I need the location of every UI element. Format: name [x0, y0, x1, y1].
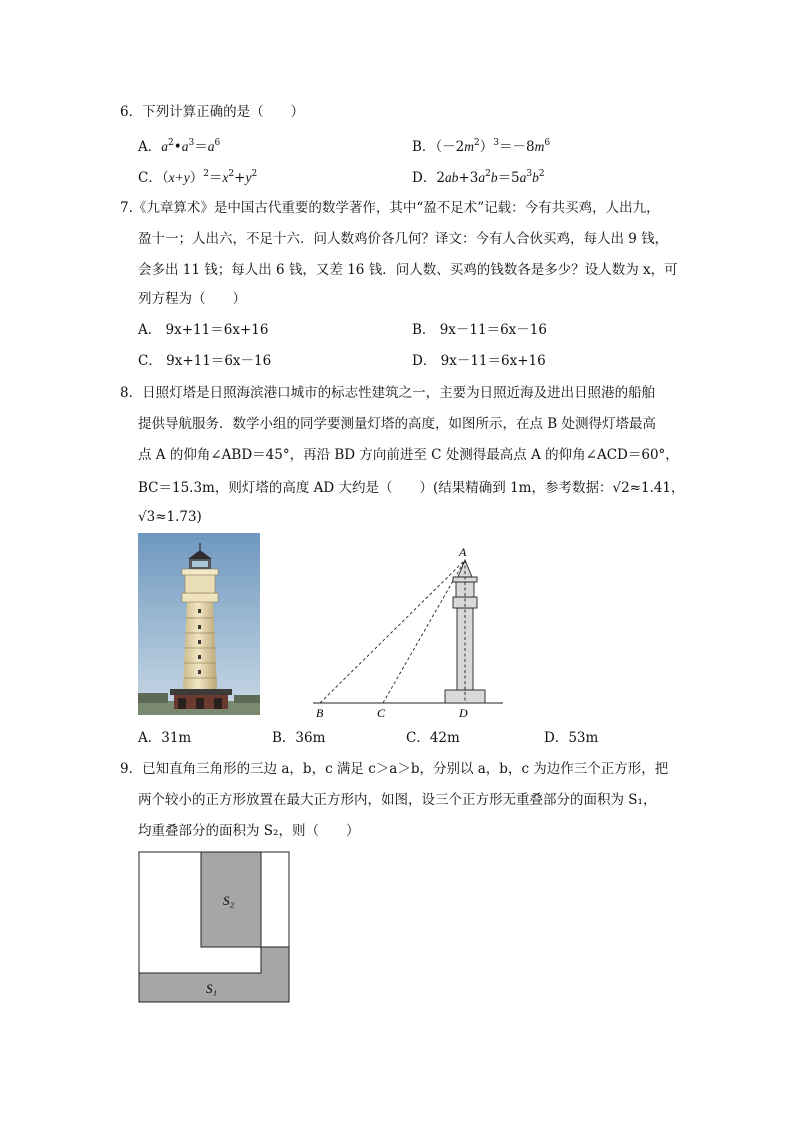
q7-line-3: 会多出 11 钱；每人出 6 钱，又差 16 钱．问人数、买鸡的钱数各是多少？设人数为 x，可: [138, 262, 678, 278]
label-c: C: [377, 706, 386, 720]
label-s1: S₁: [206, 981, 218, 996]
tower-base: [445, 690, 485, 703]
q8-line-5: √3≈1.73): [138, 509, 202, 525]
q8-line-2: 提供导航服务．数学小组的同学要测量灯塔的高度，如图所示，在点 B 处测得灯塔最高: [138, 416, 657, 432]
label-b: B: [316, 706, 324, 720]
q7-line-2: 盈十一；人出六，不足十六．问人数鸡价各几何？译文：今有人合伙买鸡，每人出 9 钱，: [138, 231, 669, 247]
q7-line-1: 7.《九章算术》是中国古代重要的数学著作，其中“盈不足术”记载：今有共买鸡，人出九，: [120, 200, 660, 216]
q9-line-3: 均重叠部分的面积为 S₂，则（ ）: [138, 823, 360, 839]
q7-option-d: D． 9x－11＝6x+16: [412, 353, 546, 369]
q8-option-c: C．42m: [406, 730, 460, 746]
q7-option-a: A． 9x+11＝6x+16: [138, 322, 269, 338]
q8-option-a: A．31m: [138, 730, 192, 746]
q6-option-b: B．$(-2m^2)^3=-8m^6$: [412, 138, 551, 155]
label-s2: S₂: [223, 893, 235, 908]
q9-line-2: 两个较小的正方形放置在最大正方形内，如图，设三个正方形无重叠部分的面积为 S₁，: [138, 792, 657, 808]
q8-line-1: 8．日照灯塔是日照海滨港口城市的标志性建筑之一，主要为日照近海及进出日照港的船舶: [120, 385, 656, 401]
q6-option-d: D．$2ab+3a^2b=5a^3b^2$: [412, 169, 545, 186]
q9-line-1: 9．已知直角三角形的三边 a，b，c 满足 c＞a＞b，分别以 a，b，c 为边作三个正方形，把: [120, 761, 669, 777]
q8-line-4: BC＝15.3m，则灯塔的高度 AD 大约是（ ）(结果精确到 1m，参考数据：√2≈1.41，: [138, 480, 685, 496]
label-a: A: [459, 545, 467, 559]
q8-option-d: D．53m: [544, 730, 599, 746]
q6-option-c: C．$(x+y)^2=x^2+y^2$: [138, 169, 258, 186]
squares-diagram: [138, 851, 293, 1006]
sight-line-b: [320, 560, 465, 703]
q6-option-a: A．$a^2•a^3=a^6$: [138, 138, 221, 155]
q7-option-b: B． 9x－11＝6x－16: [412, 322, 547, 338]
lighthouse-diagram: [305, 540, 510, 725]
q6-stem: 6．下列计算正确的是（ ）: [120, 104, 305, 120]
lighthouse-photo: [138, 533, 260, 715]
label-d: D: [459, 706, 468, 720]
q8-option-b: B．36m: [272, 730, 326, 746]
q7-line-4: 列方程为（ ）: [138, 291, 246, 307]
q8-line-3: 点 A 的仰角∠ABD＝45°，再沿 BD 方向前进至 C 处测得最高点 A 的仰角∠ACD＝60°，: [138, 447, 679, 463]
q7-option-c: C． 9x+11＝6x－16: [138, 353, 272, 369]
